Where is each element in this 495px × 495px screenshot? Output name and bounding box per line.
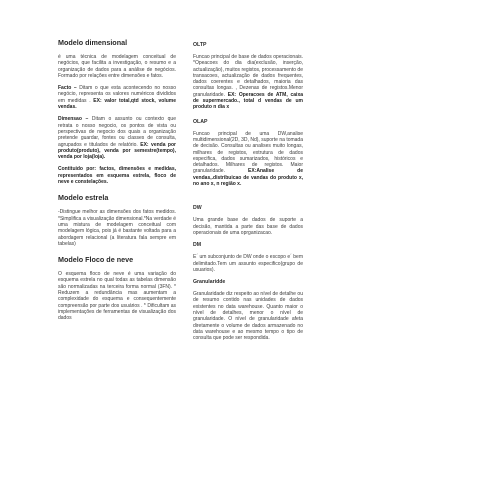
term-dimensao: Dimensao – — [58, 116, 89, 123]
heading-granularidade: Granularidde — [193, 279, 226, 286]
paragraph-dm: E´ um subconjunto de DW onde o escopo e´ bem delimitado.Tem um assunto especifico(grupo de usuarios). — [193, 254, 303, 273]
example-oltp: EX: Operacoes de ATM, caixa de supermercado., total d vendas de um produto n dia x — [193, 91, 304, 111]
heading-dm: DM — [193, 242, 202, 249]
right-column — [193, 42, 303, 348]
term-facto: Facto – — [58, 85, 77, 92]
text-olap: Funcao principal de uma DW,analise multidimensional(2D, 3D, Nd), suporte na tomada de decisão. Consultas ou analises muito longas, milhares de registos, extrutura de dados especifica, dados sumarizados, históricos e detalhados. Milhares de registos. Maior granularidade. — [193, 130, 303, 175]
paragraph-granularidade: Granularidade diz respeito ao nível de detalhe ou de resumo contido nas unidades de dados existentes no data warehouse. Quanto maior o nível de detalhes, menor o nível de granularidade. O nível de granularidade afeta diretamente o volume de dados armazenado no data warehouse e ao mesmo tempo o tipo de consulta que pode ser respondida. — [193, 291, 303, 342]
paragraph-floco-de-neve: O esquema floco de neve é uma variação do esquema estrela no qual todas as tabelas dimensão são normalizadas na terceira forma normal (3FN). * Reduzem a redundância mas aumentam a complexidade do esquema e consequentemente compreensão por parte dos usuários . * Dificultam as implementações de ferramentas de visualização dos dados — [58, 271, 176, 322]
example-olap: EX:Analise de vendas,.distribuicao de vandas do produto x, no ano x, n região x. — [193, 168, 303, 188]
paragraph-dimensao — [58, 116, 176, 160]
heading-dw: DW — [193, 205, 202, 212]
heading-floco-de-neve: Modelo Floco de neve — [58, 255, 134, 265]
paragraph-oltp — [193, 54, 303, 111]
heading-modelo-estrela: Modelo estrela — [58, 193, 109, 203]
heading-olap: OLAP — [193, 118, 208, 125]
text-facto: Ditam o que esta acontecendo no nosso negócio, representa os valores numéricos divididos em medidas . — [58, 85, 176, 104]
text-dimensao: Ditam o assunto ou contexto que retrata o nosso negocio, os pontos de vista ou perspectivas de negocio dos quais a organização pretende guardar, fontes ou classes de consulta, agrupados e titulados de relatório. — [58, 116, 176, 148]
heading-oltp: OLTP — [193, 42, 207, 48]
left-column — [58, 38, 176, 328]
paragraph-modelo-dimensional: é uma técnica de modelagem conceitual de negócios, que facilita a investigação, o resumo e a organização de dados para a análise de negócios. Formado por relações entre dimensões e fatos. — [58, 54, 176, 79]
example-facto: EX: valor total,qtd stock, volume vendas. — [58, 97, 176, 111]
example-dimensao: EX: venda por produto(produto), venda por semestre(tempo), venda por loja(loja). — [58, 141, 176, 161]
heading-modelo-dimensional: Modelo dimensional — [58, 38, 128, 47]
text-oltp: Funcao principal de base de dados operacionais. *Opeacoes do dia dia(exclusão, inserção, actualização), muitos registos, processamento de transacoes, actualização de dados frequentes, dados coerentes e detalhados, maioria das consultas longas. , Dezenas de registos.Menor granularidade. — [193, 54, 303, 98]
paragraph-olap — [193, 131, 303, 188]
paragraph-modelo-estrela: -Distingue melhor as dimensões dos fatos medidos. *Simplifica a visualização dimensional.*Na verdade é uma mistura de modelagem conceitual com modelagem lógica, pois já é bastante voltada para a abordagem relacional (a literatura fala sempre em tabelas) — [58, 209, 176, 247]
paragraph-facto — [58, 85, 176, 110]
paragraph-dw: Uma grande base de dados de suporte a decisão, mantida a parte das base de dados operacionais de uma oprganizacao. — [193, 217, 303, 236]
paragraph-constituido: Contituido por: factos, dimensões e medidas, representados em esquema estrela, floco de neve e constelações. — [58, 166, 176, 186]
